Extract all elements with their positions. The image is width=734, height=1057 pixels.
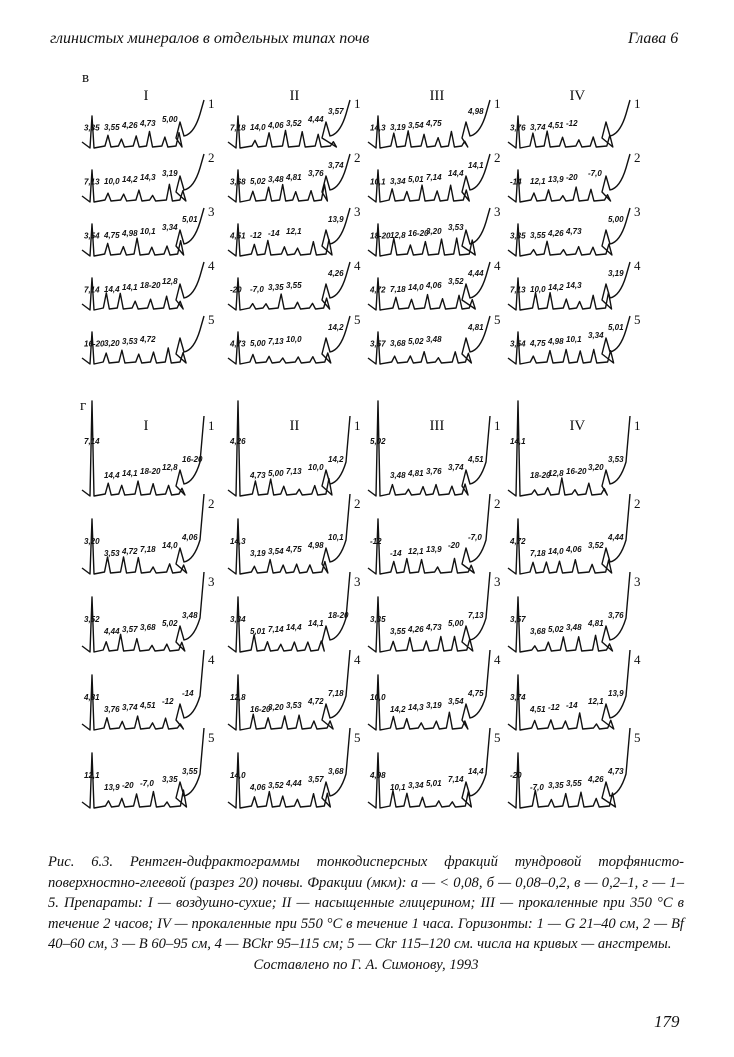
- curve-number: 5: [208, 312, 215, 327]
- peak-label: 16-20: [84, 339, 105, 349]
- peak-label: 3,19: [426, 701, 442, 710]
- peak-label: 3,48: [426, 335, 442, 344]
- peak-label: 12,8: [162, 277, 178, 286]
- peak-label: 3,35: [162, 775, 178, 784]
- peak-label: 3,48: [182, 611, 198, 620]
- xrd-curve: [82, 401, 204, 496]
- peak-label: -14: [510, 177, 522, 187]
- peak-label: 18-20: [530, 471, 551, 480]
- curve-number: 5: [354, 312, 361, 327]
- peak-label: 4,06: [250, 783, 266, 792]
- peak-label: 5,01: [250, 627, 266, 636]
- peak-label: 7,18: [328, 689, 344, 698]
- column-label: I: [143, 418, 149, 434]
- peak-label: 10,1: [566, 335, 582, 344]
- peak-label: 14,3: [230, 536, 246, 546]
- column-label: III: [429, 418, 445, 434]
- peak-label: 4,72: [370, 285, 386, 295]
- peak-label: -14: [268, 229, 280, 238]
- peak-label: -20: [122, 781, 134, 790]
- peak-label: 12,8: [390, 231, 406, 240]
- peak-label: 3,53: [448, 223, 464, 232]
- peak-label: 14,1: [122, 469, 138, 478]
- peak-label: 3,55: [182, 767, 198, 776]
- peak-label: 14,1: [468, 161, 484, 170]
- peak-label: 4,72: [510, 536, 526, 546]
- curve-number: 4: [494, 258, 501, 273]
- peak-label: 4,44: [308, 115, 324, 124]
- peak-label: 3,34: [390, 177, 406, 186]
- curve-number: 4: [354, 652, 361, 667]
- peak-label: 7,14: [448, 775, 464, 784]
- curve-number: 2: [208, 150, 215, 165]
- curve-number: 4: [634, 258, 641, 273]
- peak-label: 14,4: [104, 471, 120, 480]
- curve-number: 5: [634, 730, 641, 745]
- peak-label: 4,73: [250, 471, 266, 480]
- peak-label: 4,26: [328, 269, 344, 278]
- peak-label: 4,73: [566, 227, 582, 236]
- curve-number: 2: [494, 496, 501, 511]
- peak-label: 16-20: [408, 229, 429, 238]
- peak-label: 13,9: [548, 175, 564, 184]
- peak-label: 4,26: [408, 625, 424, 634]
- peak-label: 3,54: [510, 339, 526, 349]
- peak-label: 10,0: [286, 335, 302, 344]
- peak-label: -7,0: [588, 169, 602, 178]
- curve-number: 3: [634, 574, 641, 589]
- peak-label: 3,57: [328, 107, 344, 116]
- peak-label: 3,34: [588, 331, 604, 340]
- peak-label: 4,26: [588, 775, 604, 784]
- curve-number: 4: [208, 652, 215, 667]
- peak-label: 4,51: [140, 701, 156, 710]
- peak-label: 14,2: [328, 455, 344, 464]
- peak-label: 4,26: [548, 229, 564, 238]
- peak-label: 5,00: [448, 619, 464, 628]
- curve-number: 3: [354, 574, 361, 589]
- peak-label: 12,1: [286, 227, 302, 236]
- peak-label: 13,9: [608, 689, 624, 698]
- peak-label: 3,19: [162, 169, 178, 178]
- curve-number: 3: [494, 574, 501, 589]
- peak-label: 4,72: [308, 697, 324, 706]
- peak-label: -14: [566, 701, 578, 710]
- curve-number: 3: [354, 204, 361, 219]
- xrd-curve: [228, 401, 350, 496]
- peak-label: 3,48: [566, 623, 582, 632]
- peak-label: 3,76: [426, 467, 442, 476]
- peak-label: 4,81: [468, 323, 484, 332]
- peak-label: -20: [566, 173, 578, 182]
- peak-label: 5,00: [608, 215, 624, 224]
- peak-label: 5,00: [268, 469, 284, 478]
- peak-label: 10,1: [370, 177, 386, 187]
- peak-label: -7,0: [468, 533, 482, 542]
- peak-label: 13,9: [104, 783, 120, 792]
- peak-label: 14,2: [328, 323, 344, 332]
- peak-label: 3,19: [250, 549, 266, 558]
- peak-label: 5,02: [162, 619, 178, 628]
- peak-label: 3,68: [530, 627, 546, 636]
- peak-label: 7,18: [390, 285, 406, 294]
- curve-number: 5: [354, 730, 361, 745]
- column-label: IV: [569, 88, 586, 104]
- peak-label: 4,06: [268, 121, 284, 130]
- peak-label: 3,74: [530, 123, 546, 132]
- peak-label: 3,74: [328, 161, 344, 170]
- curve-number: 1: [208, 418, 215, 433]
- peak-label: 3,54: [408, 121, 424, 130]
- peak-label: 3,55: [530, 231, 546, 240]
- peak-label: 3,34: [230, 614, 246, 624]
- peak-label: -7,0: [140, 779, 154, 788]
- peak-label: 7,14: [84, 285, 100, 295]
- peak-label: 14,1: [122, 283, 138, 292]
- curve-number: 4: [634, 652, 641, 667]
- peak-label: 14,1: [510, 436, 526, 446]
- peak-label: 3,52: [448, 277, 464, 286]
- peak-label: 12,8: [162, 463, 178, 472]
- peak-label: 14,3: [140, 173, 156, 182]
- peak-label: 4,98: [468, 107, 484, 116]
- curve-number: 1: [494, 418, 501, 433]
- peak-label: 4,81: [408, 469, 424, 478]
- peak-label: -12: [548, 703, 560, 712]
- peak-label: 4,06: [182, 533, 198, 542]
- peak-label: 12,8: [548, 469, 564, 478]
- peak-label: 7,14: [426, 173, 442, 182]
- peak-label: 3,20: [588, 463, 604, 472]
- page-number: 179: [654, 1012, 680, 1031]
- peak-label: 5,01: [426, 779, 442, 788]
- curve-number: 4: [494, 652, 501, 667]
- peak-label: -20: [230, 285, 242, 295]
- peak-label: 3,57: [308, 775, 324, 784]
- peak-label: 3,54: [448, 697, 464, 706]
- peak-label: 4,44: [468, 269, 484, 278]
- section-label-g: г: [80, 398, 87, 414]
- peak-label: 3,68: [230, 177, 246, 187]
- peak-label: 12,1: [588, 697, 604, 706]
- peak-label: 18-20: [140, 281, 161, 290]
- peak-label: 4,81: [84, 692, 100, 702]
- peak-label: 13,9: [426, 545, 442, 554]
- peak-label: -12: [162, 697, 174, 706]
- peak-label: 4,51: [548, 121, 564, 130]
- peak-label: 14,2: [122, 175, 138, 184]
- peak-label: 3,19: [608, 269, 624, 278]
- peak-label: 3,53: [122, 337, 138, 346]
- peak-label: 14,4: [104, 285, 120, 294]
- peak-label: 14,0: [548, 547, 564, 556]
- curve-number: 2: [354, 150, 361, 165]
- peak-label: 5,00: [250, 339, 266, 348]
- peak-label: 3,54: [268, 547, 284, 556]
- peak-label: 14,3: [408, 703, 424, 712]
- chapter-label: Глава 6: [628, 30, 679, 47]
- peak-label: 3,54: [84, 231, 100, 241]
- peak-label: 3,52: [286, 119, 302, 128]
- peak-label: 16-20: [250, 705, 271, 714]
- peak-label: 4,73: [140, 119, 156, 128]
- peak-label: 3,55: [390, 627, 406, 636]
- peak-label: 4,73: [608, 767, 624, 776]
- column-label: II: [289, 88, 300, 104]
- peak-label: 4,06: [566, 545, 582, 554]
- peak-label: 3,76: [510, 123, 526, 133]
- peak-label: 5,01: [182, 215, 198, 224]
- peak-label: 4,98: [370, 770, 386, 780]
- peak-label: 4,26: [122, 121, 138, 130]
- peak-label: 4,06: [426, 281, 442, 290]
- peak-label: 3,34: [162, 223, 178, 232]
- curve-number: 3: [634, 204, 641, 219]
- peak-label: 3,48: [390, 471, 406, 480]
- peak-label: 3,19: [390, 123, 406, 132]
- peak-label: 7,18: [230, 123, 246, 133]
- peak-label: 18-20: [370, 231, 391, 241]
- column-label: II: [289, 418, 300, 434]
- peak-label: 3,68: [328, 767, 344, 776]
- peak-label: 7,13: [510, 285, 526, 295]
- peak-label: -20: [510, 770, 522, 780]
- peak-label: 3,57: [370, 339, 386, 349]
- peak-label: 5,01: [608, 323, 624, 332]
- peak-label: 3,35: [548, 781, 564, 790]
- peak-label: 10,0: [530, 285, 546, 294]
- figure-caption: [48, 852, 684, 975]
- peak-label: 3,35: [268, 283, 284, 292]
- peak-label: 4,51: [230, 231, 246, 241]
- column-label: I: [143, 88, 149, 104]
- peak-label: 4,73: [230, 339, 246, 349]
- caption-text: Рис. 6.3. Рентген-дифрактограммы тонкодисперсных фракций тундровой торфянисто-поверхностно-глеевой (разрез 20) почвы. Фракции (мкм): а — < 0,08, б — 0,08–0,2, в — 0,2–1, г — 1–5. Препараты: I — воздушно-сухие; II — насыщенные глицерином; III — прокаленные при 350 °С в течение 2 часов; IV — прокаленные при 550 °С в течение 1 часа. Горизонты: 1 — G 21–40 см, 2 — Bf 40–60 см, 3 — B 60–95 см, 4 — BCkr 95–115 см; 5 — Ckr 115–120 см. числа на кривых — ангстремы.: [48, 854, 684, 952]
- peak-label: 3,53: [608, 455, 624, 464]
- peak-label: 4,98: [548, 337, 564, 346]
- peak-label: -14: [390, 549, 402, 558]
- peak-label: 14,2: [548, 283, 564, 292]
- peak-label: 14,0: [162, 541, 178, 550]
- curve-number: 4: [354, 258, 361, 273]
- peak-label: 14,0: [408, 283, 424, 292]
- peak-label: 4,98: [122, 229, 138, 238]
- column-label: IV: [569, 418, 586, 434]
- curve-number: 1: [494, 96, 501, 111]
- caption-credit: Составлено по Г. А. Симонову, 1993: [253, 956, 479, 973]
- curve-number: 2: [494, 150, 501, 165]
- peak-label: 3,35: [370, 614, 386, 624]
- curve-number: 2: [354, 496, 361, 511]
- peak-label: 4,73: [426, 623, 442, 632]
- peak-label: 3,55: [566, 779, 582, 788]
- peak-label: 16-20: [182, 455, 203, 464]
- peak-label: 10,0: [308, 463, 324, 472]
- peak-label: 12,8: [230, 692, 246, 702]
- peak-label: 4,81: [286, 173, 302, 182]
- peak-label: 4,44: [286, 779, 302, 788]
- peak-label: 10,0: [104, 177, 120, 186]
- xrd-curve: [508, 401, 630, 496]
- peak-label: 7,13: [268, 337, 284, 346]
- curve-number: 2: [208, 496, 215, 511]
- peak-label: 3,74: [510, 692, 526, 702]
- peak-label: 3,68: [390, 339, 406, 348]
- peak-label: -7,0: [530, 783, 544, 792]
- peak-label: 3,57: [122, 625, 138, 634]
- peak-label: 3,55: [104, 123, 120, 132]
- peak-label: 10,1: [140, 227, 156, 236]
- curve-number: 3: [494, 204, 501, 219]
- peak-label: 3,35: [84, 123, 100, 133]
- peak-label: -12: [370, 536, 382, 546]
- peak-label: 14,4: [448, 169, 464, 178]
- peak-label: 4,44: [608, 533, 624, 542]
- peak-label: 7,18: [530, 549, 546, 558]
- peak-label: 14,4: [468, 767, 484, 776]
- peak-label: 10,1: [328, 533, 344, 542]
- peak-label: 3,53: [104, 549, 120, 558]
- peak-label: 3,20: [84, 536, 100, 546]
- peak-label: 5,02: [250, 177, 266, 186]
- peak-label: 3,76: [608, 611, 624, 620]
- curve-number: 1: [354, 418, 361, 433]
- curve-number: 4: [208, 258, 215, 273]
- peak-label: 4,75: [104, 231, 120, 240]
- peak-label: 16-20: [566, 467, 587, 476]
- curve-number: 3: [208, 574, 215, 589]
- peak-label: 4,72: [122, 547, 138, 556]
- peak-label: 3,74: [448, 463, 464, 472]
- peak-label: 10,0: [370, 692, 386, 702]
- peak-label: 3,52: [84, 614, 100, 624]
- peak-label: 3,48: [268, 175, 284, 184]
- curve-number: 5: [494, 312, 501, 327]
- section-label-v: в: [82, 70, 90, 86]
- curve-number: 1: [354, 96, 361, 111]
- peak-label: 5,02: [408, 337, 424, 346]
- peak-label: 3,35: [510, 231, 526, 241]
- peak-label: 5,02: [548, 625, 564, 634]
- peak-label: 4,26: [230, 436, 246, 446]
- peak-label: 4,98: [308, 541, 324, 550]
- peak-label: -20: [448, 541, 460, 550]
- peak-label: 14,2: [390, 705, 406, 714]
- xrd-curve: [368, 401, 490, 496]
- peak-label: 3,74: [122, 703, 138, 712]
- peak-label: 12,1: [408, 547, 424, 556]
- peak-label: 3,55: [286, 281, 302, 290]
- peak-label: 14,1: [308, 619, 324, 628]
- curve-number: 5: [494, 730, 501, 745]
- peak-label: 7,14: [84, 436, 100, 446]
- curve-number: 5: [208, 730, 215, 745]
- curve-number: 3: [208, 204, 215, 219]
- peak-label: 5,02: [370, 436, 386, 446]
- peak-label: 3,76: [104, 705, 120, 714]
- peak-label: 7,13: [468, 611, 484, 620]
- peak-label: 4,75: [286, 545, 302, 554]
- peak-label: 3,20: [268, 703, 284, 712]
- peak-label: 14,3: [370, 123, 386, 133]
- peak-label: -7,0: [250, 285, 264, 294]
- peak-label: 7,13: [84, 177, 100, 187]
- peak-label: 4,75: [530, 339, 546, 348]
- peak-label: 4,72: [140, 335, 156, 344]
- peak-label: -12: [566, 119, 578, 128]
- column-label: III: [429, 88, 445, 104]
- peak-label: 4,75: [468, 689, 484, 698]
- peak-label: 4,44: [104, 627, 120, 636]
- curve-number: 2: [634, 496, 641, 511]
- peak-label: 14,0: [230, 770, 246, 780]
- running-title: глинистых минералов в отдельных типах почв: [50, 30, 370, 47]
- peak-label: 3,57: [510, 614, 526, 624]
- peak-label: 13,9: [328, 215, 344, 224]
- peak-label: 12,1: [84, 770, 100, 780]
- curve-number: 2: [634, 150, 641, 165]
- peak-label: 3,20: [426, 227, 442, 236]
- peak-label: 7,18: [140, 545, 156, 554]
- peak-label: 14,3: [566, 281, 582, 290]
- peak-label: 12,1: [530, 177, 546, 186]
- peak-label: 7,14: [268, 625, 284, 634]
- curve-number: 1: [208, 96, 215, 111]
- curve-number: 5: [634, 312, 641, 327]
- peak-label: -12: [250, 231, 262, 240]
- peak-label: 5,01: [408, 175, 424, 184]
- peak-label: 3,53: [286, 701, 302, 710]
- peak-label: 3,76: [308, 169, 324, 178]
- peak-label: 14,4: [286, 623, 302, 632]
- peak-label: 18-20: [328, 611, 349, 620]
- peak-label: -14: [182, 689, 194, 698]
- peak-label: 3,52: [268, 781, 284, 790]
- peak-label: 7,13: [286, 467, 302, 476]
- peak-label: 3,20: [104, 339, 120, 348]
- curve-number: 1: [634, 96, 641, 111]
- peak-label: 3,52: [588, 541, 604, 550]
- peak-label: 18-20: [140, 467, 161, 476]
- peak-label: 4,51: [530, 705, 546, 714]
- peak-label: 4,75: [426, 119, 442, 128]
- curve-number: 1: [634, 418, 641, 433]
- peak-label: 4,81: [588, 619, 604, 628]
- peak-label: 10,1: [390, 783, 406, 792]
- peak-label: 5,00: [162, 115, 178, 124]
- peak-label: 3,34: [408, 781, 424, 790]
- peak-label: 4,51: [468, 455, 484, 464]
- peak-label: 14,0: [250, 123, 266, 132]
- peak-label: 3,68: [140, 623, 156, 632]
